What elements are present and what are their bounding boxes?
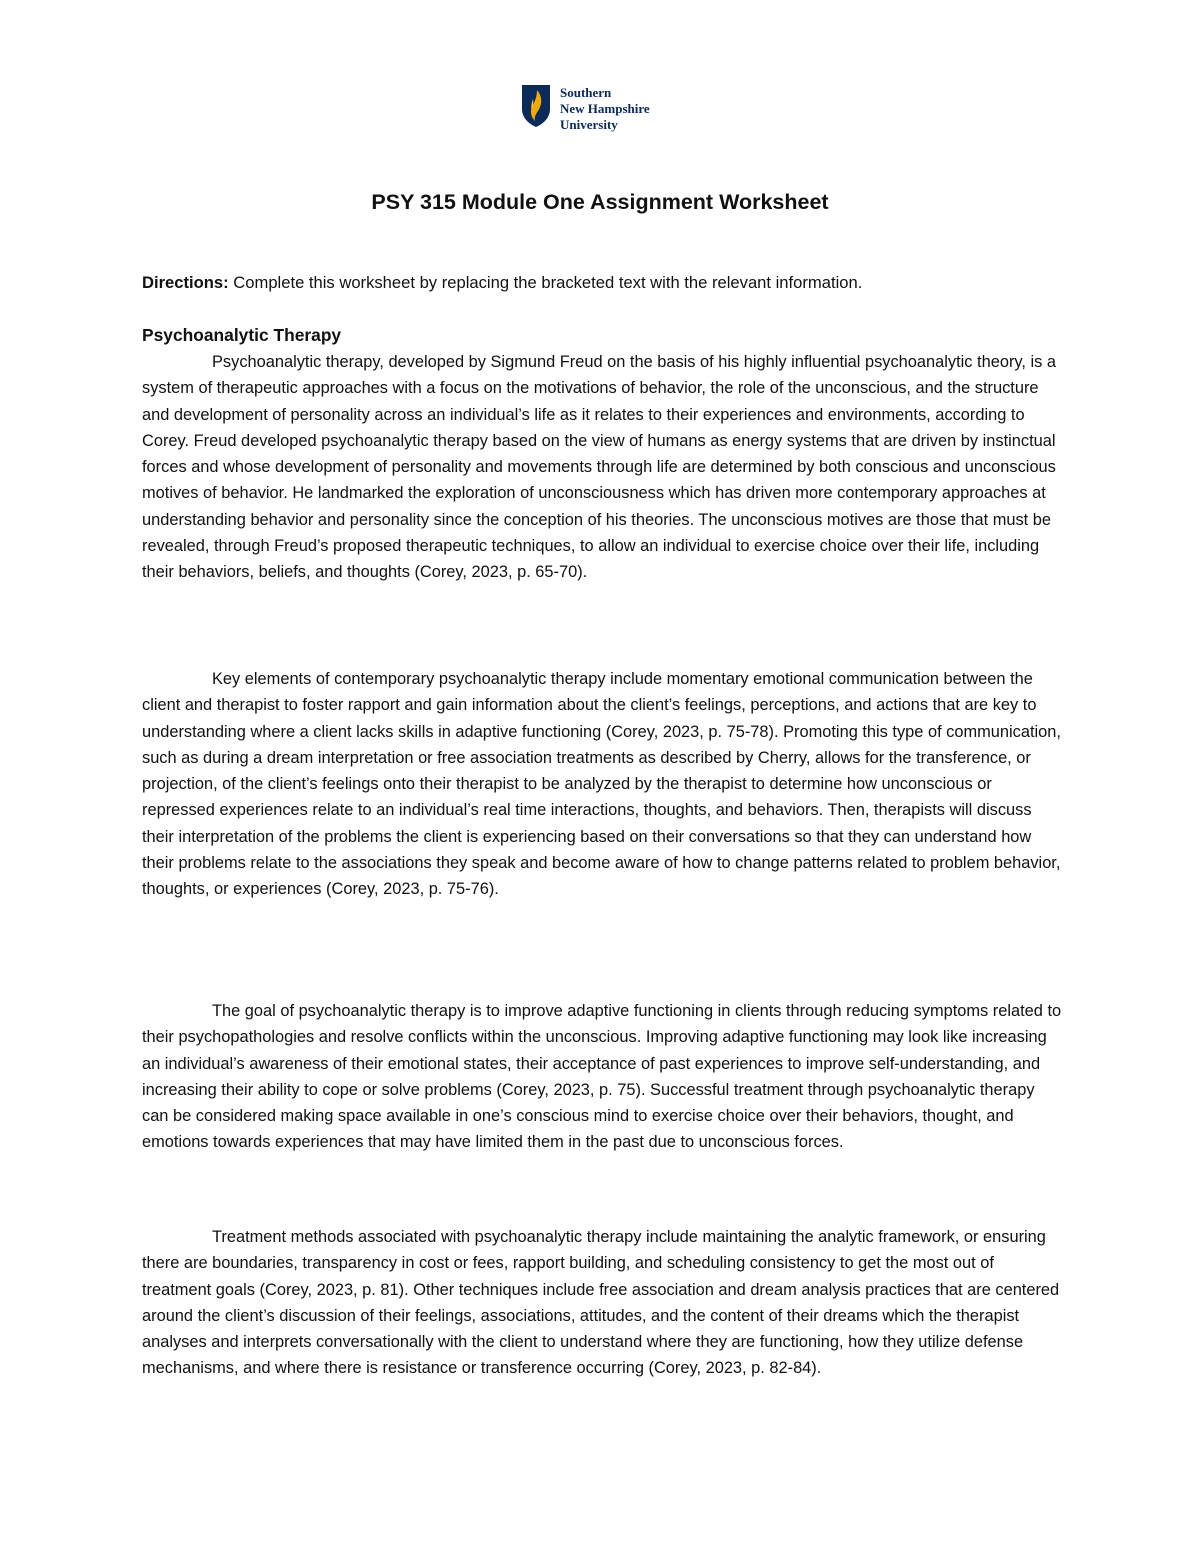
- logo-line: University: [560, 117, 618, 132]
- directions-text: Complete this worksheet by replacing the bracketed text with the relevant information.: [228, 273, 863, 292]
- logo-wordmark: [560, 85, 650, 133]
- logo-line: Southern: [560, 85, 612, 100]
- directions-label: Directions:: [142, 273, 229, 292]
- directions: [142, 270, 1072, 296]
- paragraph: Treatment methods associated with psychoanalytic therapy include maintaining the analytic framework, or ensuring there are boundaries, transparency in cost or fees, rapport building, and scheduling consistency to get the most out of treatment goals (Corey, 2023, p. 81). Other techniques include free association and dream analysis practices that are centered around the client’s discussion of their feelings, associations, attitudes, and the content of their dreams which the therapist analyses and interprets conversationally with the client to understand where they are functioning, how they utilize defense mechanisms, and where there is resistance or transference occurring (Corey, 2023, p. 82-84).: [142, 1228, 1060, 1378]
- logo-line: New Hampshire: [560, 101, 650, 116]
- paragraph: The goal of psychoanalytic therapy is to improve adaptive functioning in clients through reducing symptoms related to their psychopathologies and resolve conflicts within the unconscious. Improving adaptive functioning may look like increasing an individual’s awareness of their emotional states, their acceptance of past experiences to improve self-understanding, and increasing their ability to cope or solve problems (Corey, 2023, p. 75). Successful treatment through psychoanalytic therapy can be considered making space available in one’s conscious mind to exercise choice over their behaviors, thought, and emotions towards experiences that may have limited them in the past due to unconscious forces.: [142, 1002, 1062, 1152]
- shield-flame-icon: [521, 84, 551, 128]
- paragraph: Psychoanalytic therapy, developed by Sigmund Freud on the basis of his highly influential psychoanalytic theory, is a system of therapeutic approaches with a focus on the motivations of behavior, the role of the unconscious, and the structure and development of personality across an individual’s life as it relates to their experiences and environments, according to Corey. Freud developed psychoanalytic therapy based on the view of humans as energy systems that are driven by instinctual forces and whose development of personality and movements through life are determined by both conscious and unconscious motives of behavior. He landmarked the exploration of unconsciousness which has driven more contemporary approaches at understanding behavior and personality since the conception of his theories. The unconscious motives are those that must be revealed, through Freud’s proposed therapeutic techniques, to allow an individual to exercise choice over their life, including their behaviors, beliefs, and thoughts (Corey, 2023, p. 65-70).: [142, 353, 1056, 582]
- document-title: PSY 315 Module One Assignment Worksheet: [371, 190, 829, 214]
- university-logo: [521, 84, 650, 133]
- paragraph: Key elements of contemporary psychoanalytic therapy include momentary emotional communication between the client and therapist to foster rapport and gain information about the client’s feelings, perceptions, and actions that are key to understanding where a client lacks skills in adaptive functioning (Corey, 2023, p. 75-78). Promoting this type of communication, such as during a dream interpretation or free association treatments as described by Cherry, allows for the transference, or projection, of the client’s feelings onto their therapist to be analyzed by the therapist to determine how unconscious or repressed experiences relate to an individual’s real time interactions, thoughts, and behaviors. Then, therapists will discuss their interpretation of the problems the client is experiencing based on their conversations so that they can understand how their problems relate to the associations they speak and become aware of how to change patterns related to problem behavior, thoughts, or experiences (Corey, 2023, p. 75-76).: [142, 670, 1061, 899]
- section-heading: Psychoanalytic Therapy: [142, 325, 342, 345]
